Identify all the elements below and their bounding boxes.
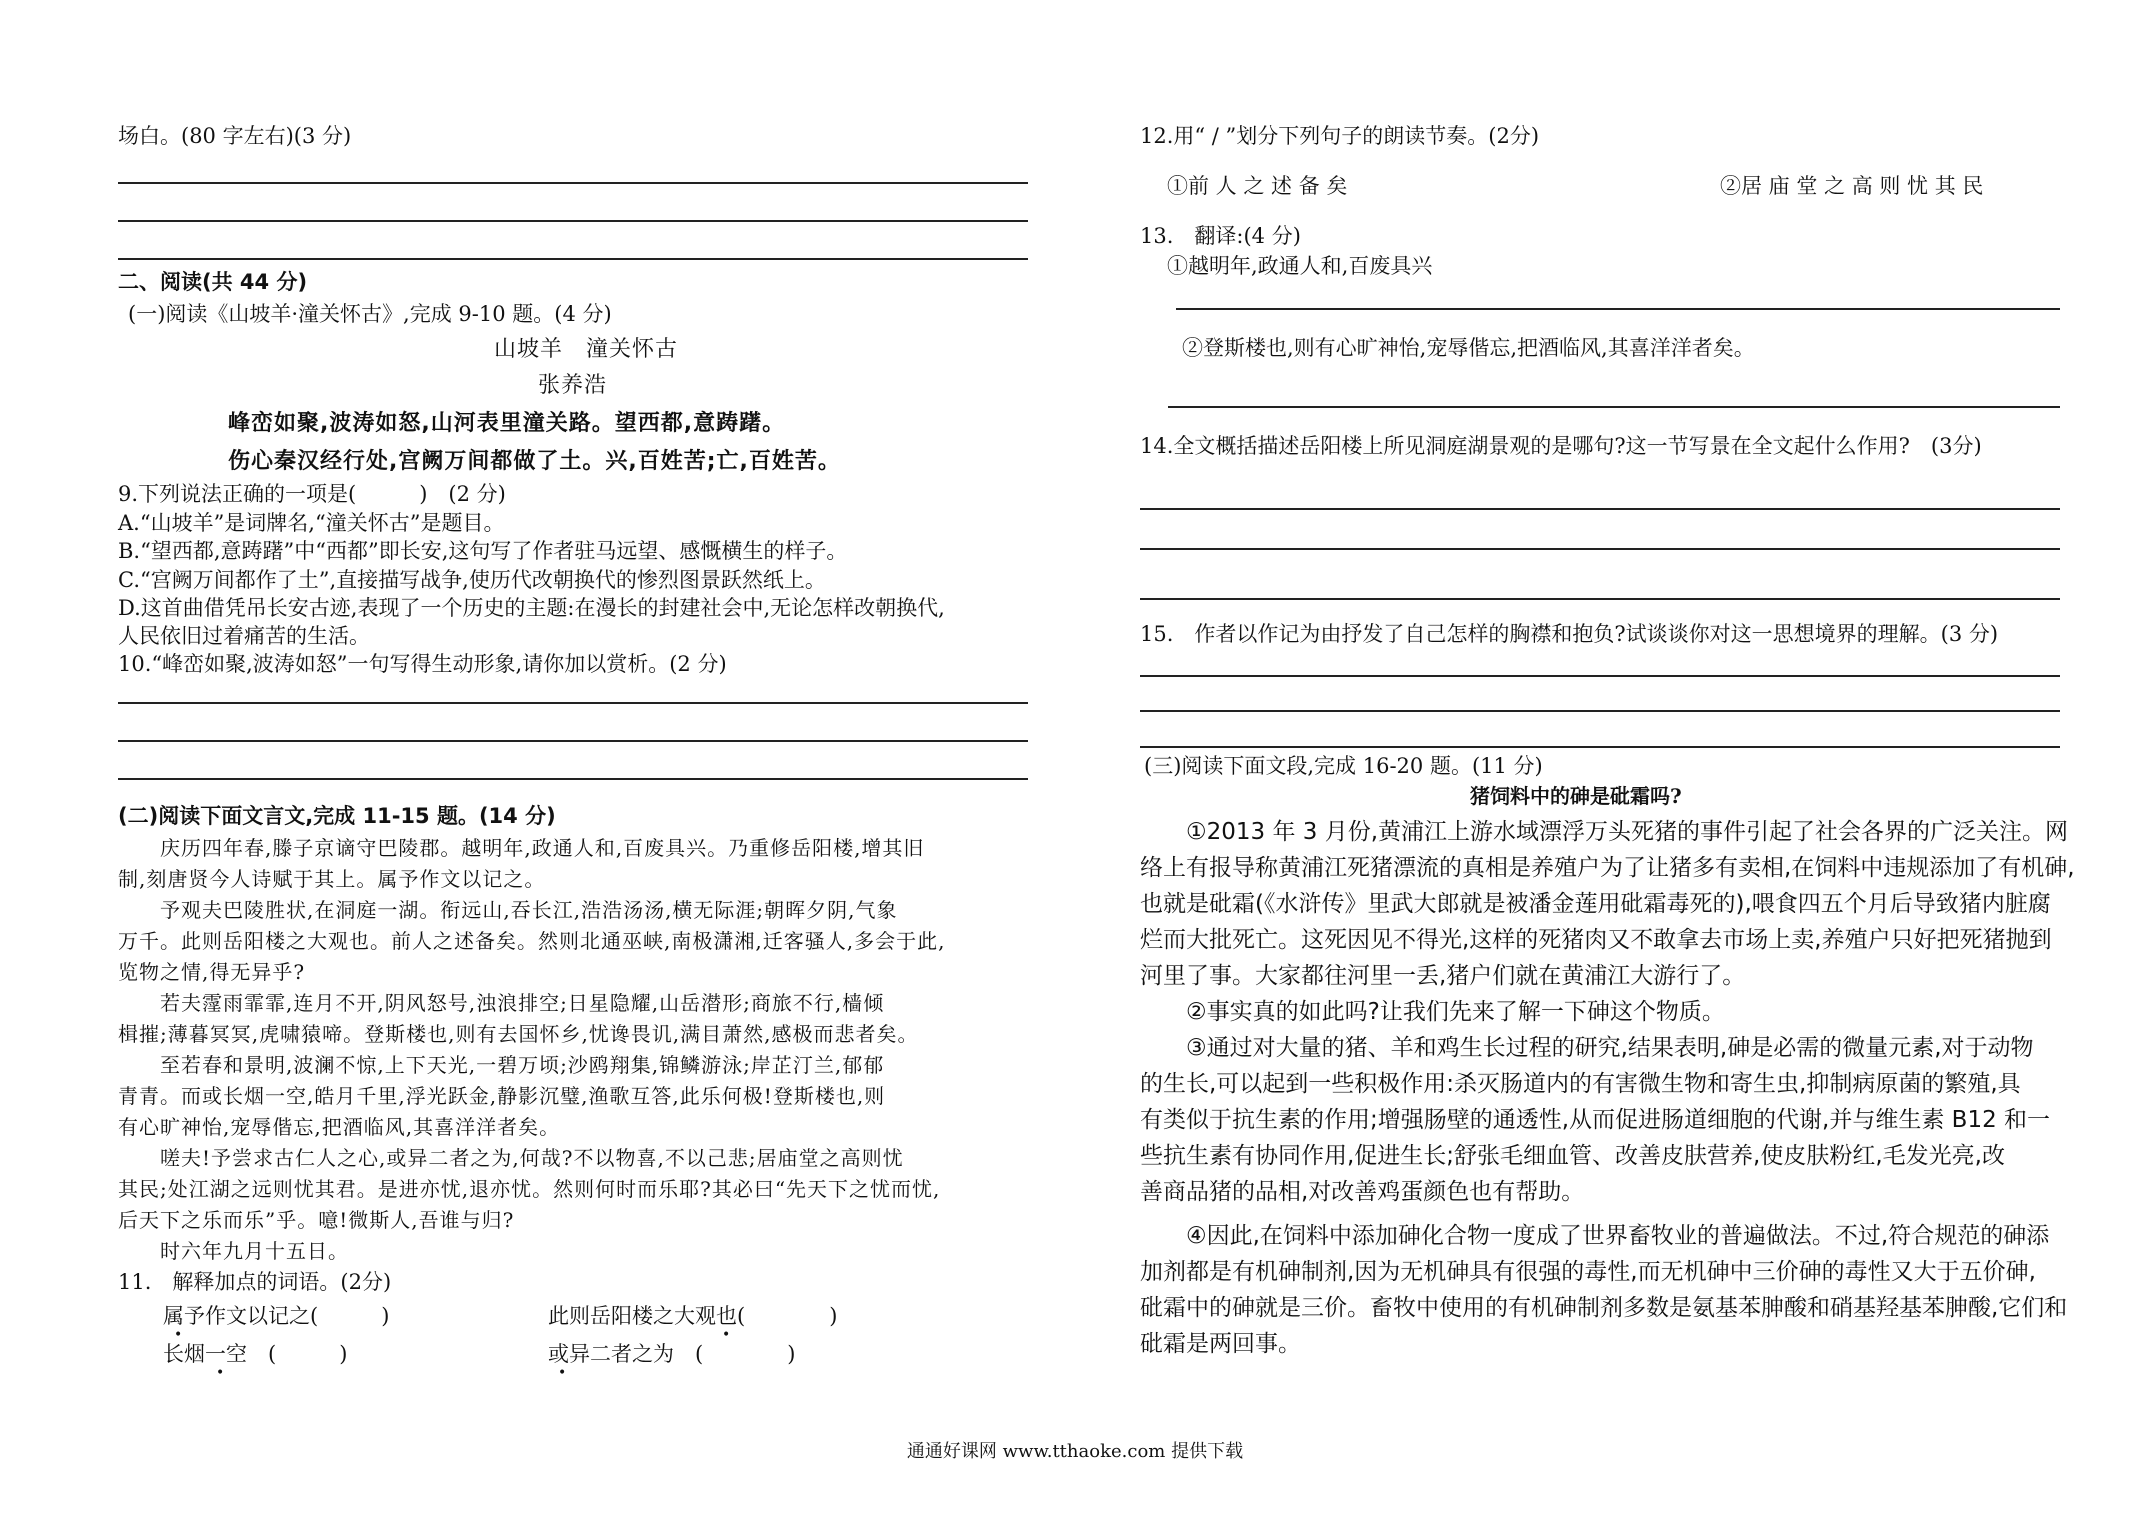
poem-line-2: 伤心秦汉经行处,宫阙万间都做了土。兴,百姓苦;亡,百姓苦。 (228, 449, 841, 474)
answer-line[interactable] (118, 220, 1028, 222)
emphasis-dot: • (216, 1365, 225, 1381)
essay-line: 河里了事。大家都往河里一丢,猪户们就在黄浦江大游行了。 (1140, 963, 1746, 989)
essay-line: 络上有报导称黄浦江死猪漂流的真相是养殖户为了让猪多有卖相,在饲料中违规添加了有机砷, (1140, 855, 2075, 881)
q12-item-b: ②居 庙 堂 之 高 则 忧 其 民 (1720, 174, 1984, 198)
part1-intro: (一)阅读《山坡羊·潼关怀古》,完成 9-10 题。(4 分) (128, 302, 612, 326)
answer-line[interactable] (118, 182, 1028, 184)
answer-line[interactable] (118, 740, 1028, 742)
passage-line: 后天下之乐而乐”乎。噫!微斯人,吾谁与归? (118, 1208, 515, 1232)
page-footer: 通通好课网 www.tthaoke.com 提供下载 (906, 1441, 1244, 1462)
poem-author: 张养浩 (538, 373, 608, 398)
essay-line: 有类似于抗生素的作用;增强肠壁的通透性,从而促进肠道细胞的代谢,并与维生素 B12 和一 (1140, 1107, 2051, 1133)
passage-line: 览物之情,得无异乎? (118, 960, 306, 984)
passage-line: 其民;处江湖之远则忧其君。是进亦忧,退亦忧。然则何时而乐耶?其必曰“先天下之忧而忧, (118, 1177, 941, 1201)
essay-line: ④因此,在饲料中添加砷化合物一度成了世界畜牧业的普遍做法。不过,符合规范的砷添 (1140, 1223, 2050, 1249)
q8-tail: 场白。(80 字左右)(3 分) (118, 124, 352, 148)
passage-line: 至若春和景明,波澜不惊,上下天光,一碧万顷;沙鸥翔集,锦鳞游泳;岸芷汀兰,郁郁 (118, 1053, 885, 1077)
essay-line: ③通过对大量的猪、羊和鸡生长过程的研究,结果表明,砷是必需的微量元素,对于动物 (1140, 1035, 2034, 1061)
emphasis-dot: • (722, 1327, 731, 1343)
q11-item-d: 或异二者之为 ( ) (548, 1342, 796, 1366)
passage-line: 楫摧;薄暮冥冥,虎啸猿啼。登斯楼也,则有去国怀乡,忧谗畏讥,满目萧然,感极而悲者矣。 (118, 1022, 919, 1046)
essay-line: 善商品猪的品相,对改善鸡蛋颜色也有帮助。 (1140, 1179, 1585, 1205)
part2-intro: (二)阅读下面文言文,完成 11-15 题。(14 分) (118, 804, 556, 828)
essay-line: ②事实真的如此吗?让我们先来了解一下砷这个物质。 (1140, 999, 1725, 1025)
q12-item-a: ①前 人 之 述 备 矣 (1167, 174, 1348, 198)
passage-line: 青青。而或长烟一空,皓月千里,浮光跃金,静影沉璧,渔歌互答,此乐何极!登斯楼也,则 (118, 1084, 886, 1108)
q12-stem: 12.用“ / ”划分下列句子的朗读节奏。(2分) (1140, 124, 1540, 148)
q14-stem: 14.全文概括描述岳阳楼上所见洞庭湖景观的是哪句?这一节写景在全文起什么作用? (3分) (1140, 434, 1982, 458)
emphasis-dot: • (558, 1365, 567, 1381)
q11-stem: 11. 解释加点的词语。(2分) (118, 1270, 392, 1294)
answer-line[interactable] (118, 702, 1028, 704)
essay-line: 的生长,可以起到一些积极作用:杀灭肠道内的有害微生物和寄生虫,抑制病原菌的繁殖,具 (1140, 1071, 2021, 1097)
passage-line: 庆历四年春,滕子京谪守巴陵郡。越明年,政通人和,百废具兴。乃重修岳阳楼,增其旧 (118, 836, 925, 860)
q9-option-d-cont: 人民依旧过着痛苦的生活。 (118, 624, 370, 648)
passage-line: 有心旷神怡,宠辱偕忘,把酒临风,其喜洋洋者矣。 (118, 1115, 561, 1139)
passage-line: 万千。此则岳阳楼之大观也。前人之述备矣。然则北通巫峡,南极潇湘,迁客骚人,多会于此, (118, 929, 946, 953)
q13-item-a: ①越明年,政通人和,百废具兴 (1167, 254, 1433, 278)
passage-line: 时六年九月十五日。 (118, 1239, 349, 1263)
answer-line[interactable] (1140, 746, 2060, 748)
answer-line[interactable] (1168, 406, 2060, 408)
q11-item-a: 属予作文以记之( ) (163, 1304, 390, 1328)
essay-line: 烂而大批死亡。这死因见不得光,这样的死猪肉又不敢拿去市场上卖,养殖户只好把死猪抛到 (1140, 927, 2052, 953)
passage-line: 若夫霪雨霏霏,连月不开,阴风怒号,浊浪排空;日星隐耀,山岳潜形;商旅不行,樯倾 (118, 991, 885, 1015)
essay-title: 猪饲料中的砷是砒霜吗? (1470, 784, 1682, 808)
essay-line: 加剂都是有机砷制剂,因为无机砷具有很强的毒性,而无机砷中三价砷的毒性又大于五价砷, (1140, 1259, 2036, 1285)
essay-line: ①2013 年 3 月份,黄浦江上游水域漂浮万头死猪的事件引起了社会各界的广泛关注。网 (1140, 819, 2069, 845)
q11-item-b: 此则岳阳楼之大观也( ) (548, 1304, 838, 1328)
essay-line: 些抗生素有协同作用,促进生长;舒张毛细血管、改善皮肤营养,使皮肤粉红,毛发光亮,改 (1140, 1143, 2005, 1169)
q9-option-c: C.“宫阙万间都作了土”,直接描写战争,使历代改朝换代的惨烈图景跃然纸上。 (118, 568, 826, 592)
answer-line[interactable] (1140, 548, 2060, 550)
q15-stem: 15. 作者以作记为由抒发了自己怎样的胸襟和抱负?试谈谈你对这一思想境界的理解。(3 分) (1140, 622, 1999, 646)
essay-line: 砒霜是两回事。 (1140, 1331, 1301, 1357)
essay-line: 砒霜中的砷就是三价。畜牧中使用的有机砷制剂多数是氨基苯胂酸和硝基羟基苯胂酸,它们和 (1140, 1295, 2068, 1321)
essay-line: 也就是砒霜(《水浒传》里武大郎就是被潘金莲用砒霜毒死的),喂食四五个月后导致猪内脏腐 (1140, 891, 2051, 917)
answer-line[interactable] (1140, 675, 2060, 677)
q9-option-a: A.“山坡羊”是词牌名,“潼关怀古”是题目。 (118, 511, 505, 535)
part3-intro: (三)阅读下面文段,完成 16-20 题。(11 分) (1144, 754, 1543, 778)
q11-item-c: 长烟一空 ( ) (163, 1342, 348, 1366)
q13-stem: 13. 翻译:(4 分) (1140, 224, 1301, 248)
q9-option-b: B.“望西都,意踌躇”中“西都”即长安,这句写了作者驻马远望、感慨横生的样子。 (118, 539, 848, 563)
answer-line[interactable] (118, 258, 1028, 260)
answer-line[interactable] (1140, 598, 2060, 600)
q13-item-b: ②登斯楼也,则有心旷神怡,宠辱偕忘,把酒临风,其喜洋洋者矣。 (1182, 336, 1755, 360)
answer-line[interactable] (1140, 508, 2060, 510)
poem-title: 山坡羊 潼关怀古 (494, 337, 679, 362)
emphasis-dot: • (174, 1327, 183, 1343)
poem-line-1: 峰峦如聚,波涛如怒,山河表里潼关路。望西都,意踌躇。 (228, 411, 786, 436)
answer-line[interactable] (1140, 710, 2060, 712)
passage-line: 制,刻唐贤今人诗赋于其上。属予作文以记之。 (118, 867, 546, 891)
answer-line[interactable] (1176, 308, 2060, 310)
passage-line: 予观夫巴陵胜状,在洞庭一湖。衔远山,吞长江,浩浩汤汤,横无际涯;朝晖夕阴,气象 (118, 898, 898, 922)
q10-stem: 10.“峰峦如聚,波涛如怒”一句写得生动形象,请你加以赏析。(2 分) (118, 652, 727, 676)
passage-line: 嗟夫!予尝求古仁人之心,或异二者之为,何哉?不以物喜,不以己悲;居庙堂之高则忧 (118, 1146, 904, 1170)
q9-stem: 9.下列说法正确的一项是( ) (2 分) (118, 482, 506, 506)
q9-option-d: D.这首曲借凭吊长安古迹,表现了一个历史的主题:在漫长的封建社会中,无论怎样改朝换代, (118, 596, 945, 620)
section2-title: 二、阅读(共 44 分) (118, 270, 308, 294)
answer-line[interactable] (118, 778, 1028, 780)
